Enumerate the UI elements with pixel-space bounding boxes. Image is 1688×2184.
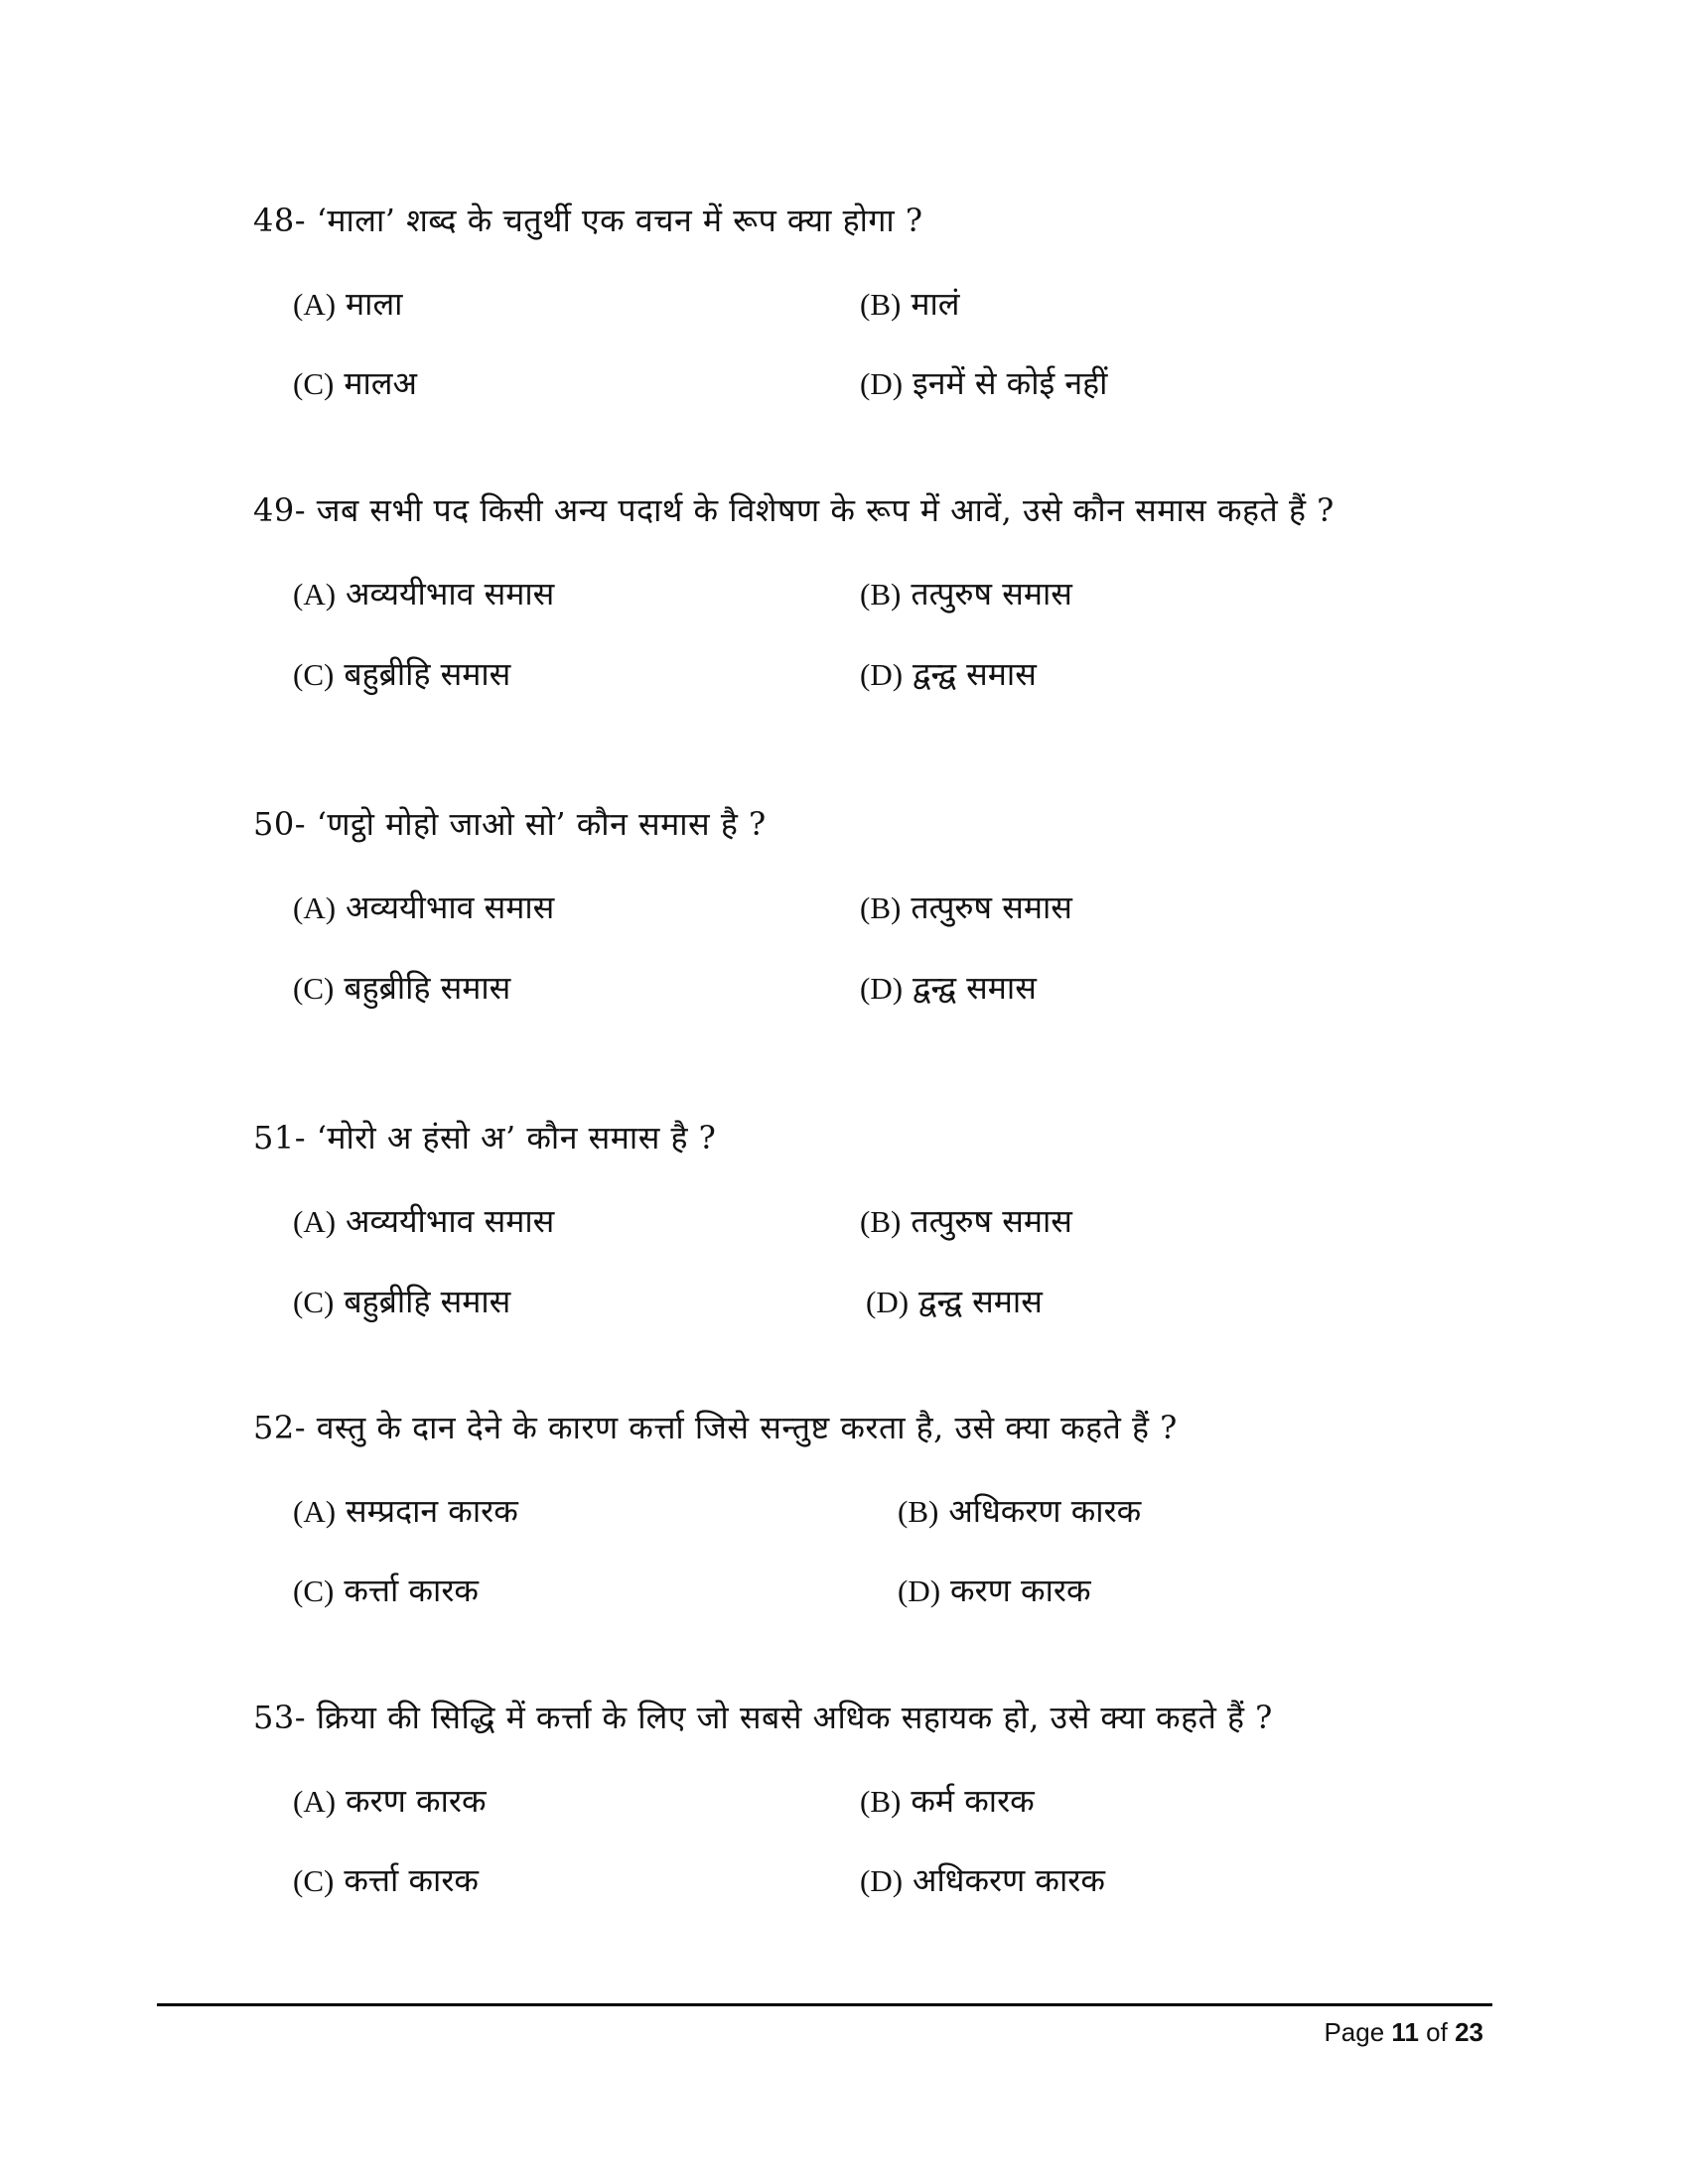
- option-label: (C): [293, 657, 335, 692]
- option-label: (B): [860, 1784, 902, 1819]
- option-text: करण कारक: [346, 1782, 487, 1820]
- option-text: द्वन्द्व समास: [913, 969, 1037, 1007]
- option-label: (D): [860, 657, 904, 692]
- option-label: (A): [293, 1784, 337, 1819]
- option-c: [293, 652, 510, 697]
- option-text: बहुब्रीहि समास: [344, 655, 511, 693]
- question-51: [253, 1116, 1484, 1160]
- question-52: [253, 1406, 1484, 1449]
- option-label: (C): [293, 1573, 335, 1608]
- footer-divider: [157, 2003, 1492, 2006]
- option-text: इनमें से कोई नहीं: [913, 364, 1108, 402]
- option-label: (D): [866, 1285, 910, 1319]
- question-48: [253, 199, 1484, 242]
- option-c: [293, 966, 510, 1011]
- option-label: (B): [898, 1494, 939, 1529]
- option-label: (B): [860, 287, 902, 322]
- option-label: (A): [293, 1494, 337, 1529]
- option-text: तत्पुरुष समास: [911, 575, 1072, 613]
- option-d: [860, 652, 1037, 697]
- option-text: तत्पुरुष समास: [911, 1202, 1072, 1240]
- option-text: मालं: [911, 285, 960, 323]
- question-text: 53- क्रिया की सिद्धि में कर्त्ता के लिए जो सबसे अधिक सहायक हो, उसे क्या कहते हैं ?: [253, 1699, 1273, 1736]
- option-label: (A): [293, 1204, 337, 1239]
- option-a: [293, 282, 402, 327]
- option-d: [898, 1569, 1091, 1613]
- option-label: (D): [860, 971, 904, 1006]
- option-c: [293, 361, 417, 406]
- page-word: Page: [1324, 2017, 1385, 2047]
- option-text: सम्प्रदान कारक: [346, 1492, 518, 1530]
- option-text: मालअ: [344, 364, 417, 402]
- option-label: (C): [293, 366, 335, 401]
- option-text: बहुब्रीहि समास: [344, 1283, 511, 1320]
- option-label: (B): [860, 1204, 902, 1239]
- option-b: [860, 572, 1072, 616]
- option-b: [860, 1779, 1035, 1824]
- question-text: 49- जब सभी पद किसी अन्य पदार्थ के विशेषण के रूप में आवें, उसे कौन समास कहते हैं ?: [253, 491, 1335, 529]
- option-text: अव्ययीभाव समास: [346, 888, 555, 926]
- option-text: अधिकरण कारक: [948, 1492, 1142, 1530]
- question-49: [253, 488, 1484, 532]
- option-a: [293, 1489, 518, 1534]
- option-label: (D): [860, 1863, 904, 1898]
- question-text: 51- ‘मोरो अ हंसो अ’ कौन समास है ?: [253, 1119, 717, 1157]
- option-d: [866, 1280, 1043, 1324]
- question-text: 48- ‘माला’ शब्द के चतुर्थी एक वचन में रूप क्या होगा ?: [253, 202, 923, 239]
- option-b: [860, 282, 959, 327]
- of-word: of: [1426, 2017, 1448, 2047]
- option-label: (C): [293, 1285, 335, 1319]
- option-d: [860, 966, 1037, 1011]
- option-text: द्वन्द्व समास: [918, 1283, 1043, 1320]
- option-label: (D): [860, 366, 904, 401]
- question-53: [253, 1696, 1484, 1739]
- question-text: 50- ‘णट्ठो मोहो जाओ सो’ कौन समास है ?: [253, 805, 767, 843]
- option-text: कर्त्ता कारक: [344, 1571, 480, 1609]
- option-text: कर्त्ता कारक: [344, 1861, 480, 1899]
- question-50: [253, 802, 1484, 846]
- option-b: [860, 1199, 1072, 1244]
- option-text: बहुब्रीहि समास: [344, 969, 511, 1007]
- option-b: [898, 1489, 1141, 1534]
- option-text: अव्ययीभाव समास: [346, 575, 555, 613]
- question-text: 52- वस्तु के दान देने के कारण कर्त्ता जिसे सन्तुष्ट करता है, उसे क्या कहते हैं ?: [253, 1409, 1178, 1446]
- option-text: करण कारक: [950, 1571, 1091, 1609]
- option-a: [293, 1779, 487, 1824]
- option-text: द्वन्द्व समास: [913, 655, 1037, 693]
- option-label: (A): [293, 890, 337, 925]
- option-a: [293, 886, 554, 930]
- option-d: [860, 1858, 1105, 1903]
- option-text: अधिकरण कारक: [913, 1861, 1105, 1899]
- option-text: माला: [346, 285, 403, 323]
- option-label: (A): [293, 577, 337, 612]
- current-page: 11: [1391, 2017, 1419, 2047]
- option-label: (A): [293, 287, 337, 322]
- option-c: [293, 1280, 510, 1324]
- option-text: कर्म कारक: [911, 1782, 1035, 1820]
- option-a: [293, 1199, 554, 1244]
- total-pages: 23: [1455, 2017, 1483, 2047]
- option-label: (D): [898, 1573, 941, 1608]
- option-d: [860, 361, 1107, 406]
- option-label: (C): [293, 971, 335, 1006]
- option-label: (B): [860, 890, 902, 925]
- option-label: (C): [293, 1863, 335, 1898]
- option-text: अव्ययीभाव समास: [346, 1202, 555, 1240]
- option-c: [293, 1569, 479, 1613]
- option-text: तत्पुरुष समास: [911, 888, 1072, 926]
- option-a: [293, 572, 554, 616]
- option-c: [293, 1858, 479, 1903]
- option-label: (B): [860, 577, 902, 612]
- page-number: [1324, 2015, 1483, 2049]
- option-b: [860, 886, 1072, 930]
